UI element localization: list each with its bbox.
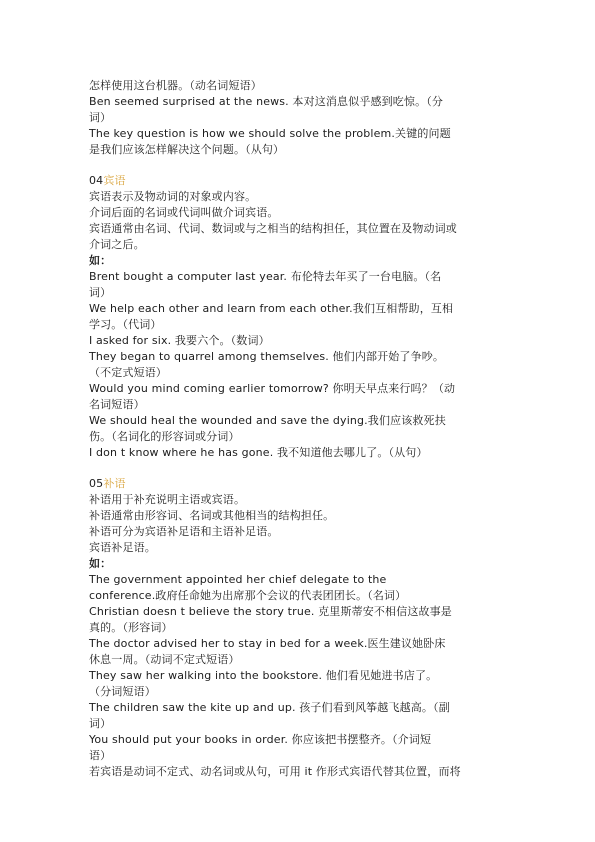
paragraph-gap xyxy=(89,158,509,173)
document-body xyxy=(89,78,509,780)
paragraph-gap xyxy=(89,461,509,476)
text-line: 补语可分为宾语补足语和主语补足语。 xyxy=(89,525,279,538)
text-line: 介词后面的名词或代词叫做介词宾语。 xyxy=(89,206,279,219)
text-line: 介词之后。 xyxy=(89,238,145,251)
text-line: 补语通常由形容词、名词或其他相当的结构担任。 xyxy=(89,509,335,522)
text-line: You should put your books in order. 你应该把书摆整齐。（介词短 xyxy=(89,733,432,746)
text-line: Would you mind coming earlier tomorrow? 你明天早点来行吗？（动 xyxy=(89,382,456,395)
text-line: 语） xyxy=(89,749,112,762)
text-line: 若宾语是动词不定式、动名词或从句，可用 it 作形式宾语代替其位置，而将 xyxy=(89,765,461,778)
text-line: 词） xyxy=(89,111,112,124)
text-line: 真的。（形容词） xyxy=(89,621,173,634)
text-line: （不定式短语） xyxy=(89,366,168,379)
text-line: 补语用于补充说明主语或宾语。 xyxy=(89,493,246,506)
section-heading xyxy=(89,173,509,189)
text-line: 宾语通常由名词、代词、数词或与之相当的结构担任，其位置在及物动词或 xyxy=(89,222,457,235)
text-line: The doctor advised her to stay in bed for a week.医生建议她卧床 xyxy=(89,637,446,650)
section-number: 04 xyxy=(89,174,104,187)
text-line: conference.政府任命她为出席那个会议的代表团团长。（名词） xyxy=(89,589,407,602)
text-line: We help each other and learn from each other.我们互相帮助，互相 xyxy=(89,302,454,315)
text-line: 是我们应该怎样解决这个问题。（从句） xyxy=(89,143,285,156)
text-line: The key question is how we should solve the problem.关键的问题 xyxy=(89,127,451,140)
section-title: 宾语 xyxy=(103,174,126,187)
text-line: 伤。（名词化的形容词或分词） xyxy=(89,430,240,443)
text-line: They saw her walking into the bookstore. 他们看见她进书店了。 xyxy=(89,669,438,682)
text-line: Brent bought a computer last year. 布伦特去年买了一台电脑。（名 xyxy=(89,270,442,283)
text-line: 休息一周。（动词不定式短语） xyxy=(89,653,240,666)
text-line: Ben seemed surprised at the news. 本对这消息似乎感到吃惊。（分 xyxy=(89,95,444,108)
text-line: The government appointed her chief delegate to the xyxy=(89,573,387,586)
text-line: I asked for six. 我要六个。（数词） xyxy=(89,334,270,347)
section-title: 补语 xyxy=(103,477,126,490)
text-line: They began to quarrel among themselves. 他们内部开始了争吵。 xyxy=(89,350,445,363)
example-label: 如： xyxy=(89,254,112,267)
example-label: 如： xyxy=(89,557,112,570)
text-line: 宾语表示及物动词的对象或内容。 xyxy=(89,190,257,203)
text-line: Christian doesn t believe the story true. 克里斯蒂安不相信这故事是 xyxy=(89,605,452,618)
section-number: 05 xyxy=(89,477,104,490)
text-line: 怎样使用这台机器。（动名词短语） xyxy=(89,79,262,92)
text-line: 名词短语） xyxy=(89,398,145,411)
text-line: We should heal the wounded and save the dying.我们应该救死扶 xyxy=(89,414,446,427)
text-line: The children saw the kite up and up. 孩子们看到风筝越飞越高。（副 xyxy=(89,701,450,714)
text-line: I don t know where he has gone. 我不知道他去哪儿了。（从句） xyxy=(89,446,428,459)
section-heading xyxy=(89,476,509,492)
text-line: 词） xyxy=(89,286,112,299)
text-line: 词） xyxy=(89,717,112,730)
text-line: 宾语补足语。 xyxy=(89,541,156,554)
text-line: 学习。（代词） xyxy=(89,318,162,331)
text-line: （分词短语） xyxy=(89,685,156,698)
